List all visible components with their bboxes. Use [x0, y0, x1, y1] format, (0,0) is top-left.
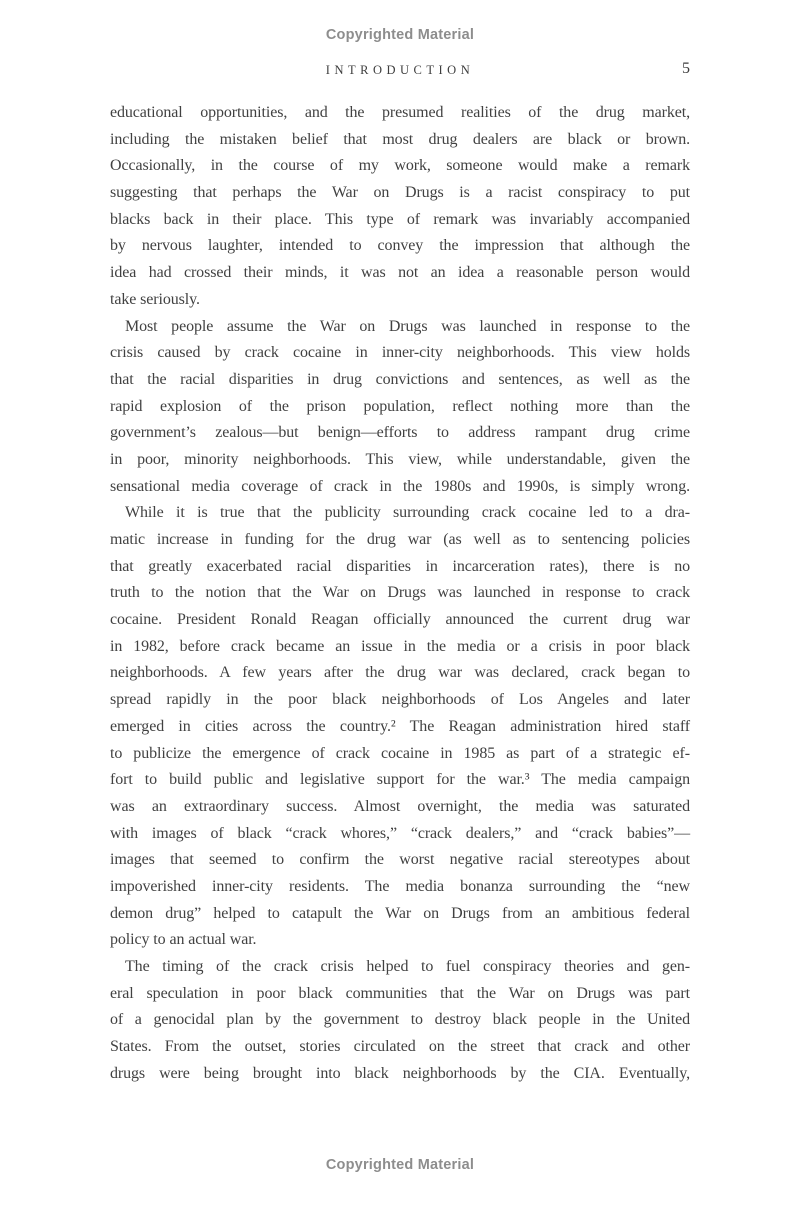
text-line: eral speculation in poor black communities that the War on Drugs was part — [110, 984, 690, 1002]
text-line: crisis caused by crack cocaine in inner-city neighborhoods. This view holds — [110, 344, 690, 362]
text-line: that greatly exacerbated racial disparities in incarceration rates), there is no — [110, 557, 690, 575]
text-line: take seriously. — [110, 290, 200, 308]
text-line: was an extraordinary success. Almost overnight, the media was saturated — [110, 797, 690, 815]
text-line: spread rapidly in the poor black neighborhoods of Los Angeles and later — [110, 691, 690, 709]
text-line: fort to build public and legislative support for the war.³ The media campaign — [110, 771, 690, 789]
text-line: neighborhoods. A few years after the drug war was declared, crack began to — [110, 664, 690, 682]
copyright-notice-bottom: Copyrighted Material — [325, 1157, 475, 1173]
text-line: suggesting that perhaps the War on Drugs is a racist conspiracy to put — [110, 184, 690, 202]
text-line: matic increase in funding for the drug war (as well as to sentencing policies — [110, 531, 690, 548]
text-line: to publicize the emergence of crack cocaine in 1985 as part of a strategic ef- — [110, 744, 690, 762]
text-line: in poor, minority neighborhoods. This view, while understandable, given the — [110, 450, 690, 468]
text-line: including the mistaken belief that most drug dealers are black or brown. — [110, 130, 690, 148]
text-line: Occasionally, in the course of my work, someone would make a remark — [110, 157, 690, 175]
text-line: The timing of the crack crisis helped to fuel conspiracy theories and gen- — [125, 958, 690, 975]
running-header — [110, 60, 690, 83]
text-line: policy to an actual war. — [110, 931, 257, 949]
text-line: that the racial disparities in drug convictions and sentences, as well as the — [110, 370, 690, 388]
text-line: While it is true that the publicity surrounding crack cocaine led to a dra- — [125, 504, 690, 522]
section-title: INTRODUCTION — [325, 63, 475, 77]
text-line: idea had crossed their minds, it was not an idea a reasonable person would — [110, 264, 690, 282]
text-line: government’s zealous—but benign—efforts to address rampant drug crime — [110, 424, 690, 442]
text-line: rapid explosion of the prison population, reflect nothing more than the — [110, 397, 690, 415]
text-line: truth to the notion that the War on Drugs was launched in response to crack — [110, 584, 690, 602]
text-line: of a genocidal plan by the government to destroy black people in the United — [110, 1011, 690, 1029]
text-line: sensational media coverage of crack in the 1980s and 1990s, is simply wrong. — [110, 477, 690, 495]
text-line: blacks back in their place. This type of remark was invariably accompanied — [110, 210, 690, 228]
text-line: Most people assume the War on Drugs was launched in response to the — [125, 317, 690, 335]
text-line: educational opportunities, and the presumed realities of the drug market, — [110, 104, 690, 121]
text-line: by nervous laughter, intended to convey the impression that although the — [110, 237, 690, 255]
text-line: with images of black “crack whores,” “crack dealers,” and “crack babies”— — [110, 824, 690, 842]
text-line: drugs were being brought into black neighborhoods by the CIA. Eventually, — [110, 1064, 690, 1082]
text-line: cocaine. President Ronald Reagan officially announced the current drug war — [110, 611, 690, 629]
copyright-notice-top: Copyrighted Material — [325, 27, 475, 43]
text-line: emerged in cities across the country.² The Reagan administration hired staff — [110, 717, 690, 735]
text-line: in 1982, before crack became an issue in the media or a crisis in poor black — [110, 637, 690, 655]
body-text — [110, 100, 690, 1087]
text-line: demon drug” helped to catapult the War on Drugs from an ambitious federal — [110, 904, 690, 922]
text-line: images that seemed to confirm the worst negative racial stereotypes about — [110, 851, 690, 869]
page-number: 5 — [682, 60, 690, 77]
text-line: impoverished inner-city residents. The media bonanza surrounding the “new — [110, 877, 690, 895]
text-line: States. From the outset, stories circulated on the street that crack and other — [110, 1038, 690, 1056]
